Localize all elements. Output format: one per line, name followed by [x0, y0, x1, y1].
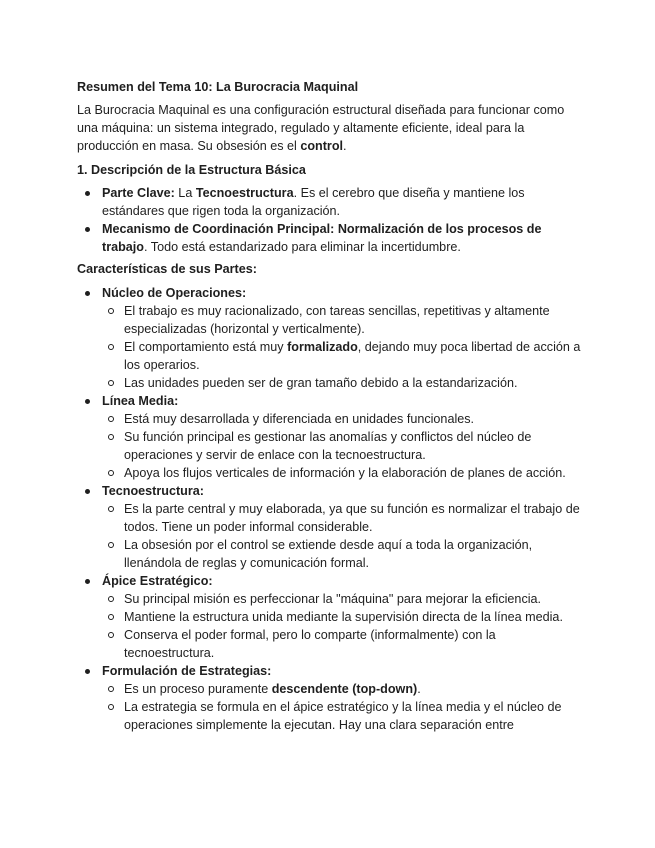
list-item-mecanismo: [77, 220, 582, 256]
list-item-parte-clave: [77, 184, 582, 220]
circle-bullet-icon: [108, 470, 114, 476]
circle-bullet-icon: [108, 308, 114, 314]
circle-bullet-icon: [108, 704, 114, 710]
mecanismo-text: . Todo está estandarizado para eliminar la incertidumbre.: [144, 240, 461, 254]
list-item-tecnoestructura: [77, 482, 582, 572]
circle-bullet-icon: [108, 686, 114, 692]
parts-list: [77, 284, 582, 734]
document-page: [77, 78, 582, 734]
sub-item-bold: formalizado: [287, 340, 358, 354]
sub-item: [102, 302, 582, 338]
sub-item: [102, 428, 582, 464]
intro-bold-control: control: [300, 139, 344, 153]
bullet-icon: [85, 227, 90, 232]
section1-list: [77, 184, 582, 256]
sub-item: [102, 698, 582, 734]
bullet-icon: [85, 399, 90, 404]
list-item-apice: [77, 572, 582, 662]
circle-bullet-icon: [108, 506, 114, 512]
intro-paragraph: [77, 101, 582, 155]
sub-item-text: .: [417, 682, 421, 696]
mecanismo-label: Mecanismo de Coordinación Principal: Normalización de los procesos de trabajo: [102, 222, 542, 254]
section1-heading: 1. Descripción de la Estructura Básica: [77, 163, 306, 177]
circle-bullet-icon: [108, 542, 114, 548]
sub-item-text: Está muy desarrollada y diferenciada en unidades funcionales.: [124, 412, 475, 426]
sub-item: [102, 374, 582, 392]
sub-item-bold: descendente (top-down): [271, 682, 418, 696]
sub-item: [102, 680, 582, 698]
sub-item-text: El trabajo es muy racionalizado, con tareas sencillas, repetitivas y altamente especializadas (horizontal y verticalmente).: [124, 304, 550, 336]
sub-item-text: Su función principal es gestionar las anomalías y conflictos del núcleo de operaciones y servir de enlace con la tecnoestructura.: [124, 430, 532, 462]
bullet-icon: [85, 579, 90, 584]
sub-item-text: Las unidades pueden ser de gran tamaño debido a la estandarización.: [124, 376, 518, 390]
sub-item-text: Apoya los flujos verticales de información y la elaboración de planes de acción.: [124, 466, 566, 480]
parts-heading: Características de sus Partes:: [77, 262, 257, 276]
apice-sublist: [102, 590, 582, 662]
sub-item-text: La obsesión por el control se extiende desde aquí a toda la organización, llenándola de reglas y comunicación formal.: [124, 538, 533, 570]
sub-item: [102, 536, 582, 572]
sub-item: [102, 338, 582, 374]
sub-item-text: El comportamiento está muy: [124, 340, 288, 354]
sub-item-text: Mantiene la estructura unida mediante la supervisión directa de la línea media.: [124, 610, 563, 624]
nucleo-label: Núcleo de Operaciones:: [102, 286, 247, 300]
circle-bullet-icon: [108, 416, 114, 422]
circle-bullet-icon: [108, 632, 114, 638]
intro-end: .: [343, 139, 347, 153]
linea-label: Línea Media:: [102, 394, 179, 408]
sub-item: [102, 500, 582, 536]
parte-clave-text1: La: [174, 186, 196, 200]
parte-clave-bold: Tecnoestructura: [195, 186, 294, 200]
sub-item-text: Es un proceso puramente: [124, 682, 272, 696]
list-item-linea-media: [77, 392, 582, 482]
sub-item: [102, 626, 582, 662]
sub-item: [102, 464, 582, 482]
bullet-icon: [85, 489, 90, 494]
bullet-icon: [85, 669, 90, 674]
sub-item-text: La estrategia se formula en el ápice estratégico y la línea media y el núcleo de operaciones simplemente la ejecutan. Hay una clara separación entre: [124, 700, 562, 732]
document-title: Resumen del Tema 10: La Burocracia Maquinal: [77, 80, 359, 94]
sub-item-text: Conserva el poder formal, pero lo comparte (informalmente) con la tecnoestructura.: [124, 628, 496, 660]
apice-label: Ápice Estratégico:: [102, 574, 213, 588]
intro-text: La Burocracia Maquinal es una configuración estructural diseñada para funcionar como una máquina: un sistema integrado, regulado y altamente eficiente, ideal para la producción en masa. Su obsesión es el: [77, 103, 565, 153]
bullet-icon: [85, 191, 90, 196]
parte-clave-label: Parte Clave:: [102, 186, 175, 200]
sub-item-text: , dejando muy poca libertad de acción a los operarios.: [124, 340, 581, 372]
sub-item-text: Es la parte central y muy elaborada, ya que su función es normalizar el trabajo de todos. Tiene un poder informal considerable.: [124, 502, 580, 534]
circle-bullet-icon: [108, 434, 114, 440]
circle-bullet-icon: [108, 380, 114, 386]
formulacion-label: Formulación de Estrategias:: [102, 664, 272, 678]
bullet-icon: [85, 291, 90, 296]
tecno-sublist: [102, 500, 582, 572]
list-item-nucleo: [77, 284, 582, 392]
formulacion-sublist: [102, 680, 582, 734]
circle-bullet-icon: [108, 614, 114, 620]
parte-clave-text2: . Es el cerebro que diseña y mantiene los estándares que rigen toda la organización.: [102, 186, 525, 218]
linea-sublist: [102, 410, 582, 482]
sub-item: [102, 410, 582, 428]
nucleo-sublist: [102, 302, 582, 392]
sub-item: [102, 590, 582, 608]
circle-bullet-icon: [108, 344, 114, 350]
sub-item: [102, 608, 582, 626]
list-item-formulacion: [77, 662, 582, 734]
sub-item-text: Su principal misión es perfeccionar la "máquina" para mejorar la eficiencia.: [124, 592, 542, 606]
circle-bullet-icon: [108, 596, 114, 602]
tecno-label: Tecnoestructura:: [102, 484, 204, 498]
